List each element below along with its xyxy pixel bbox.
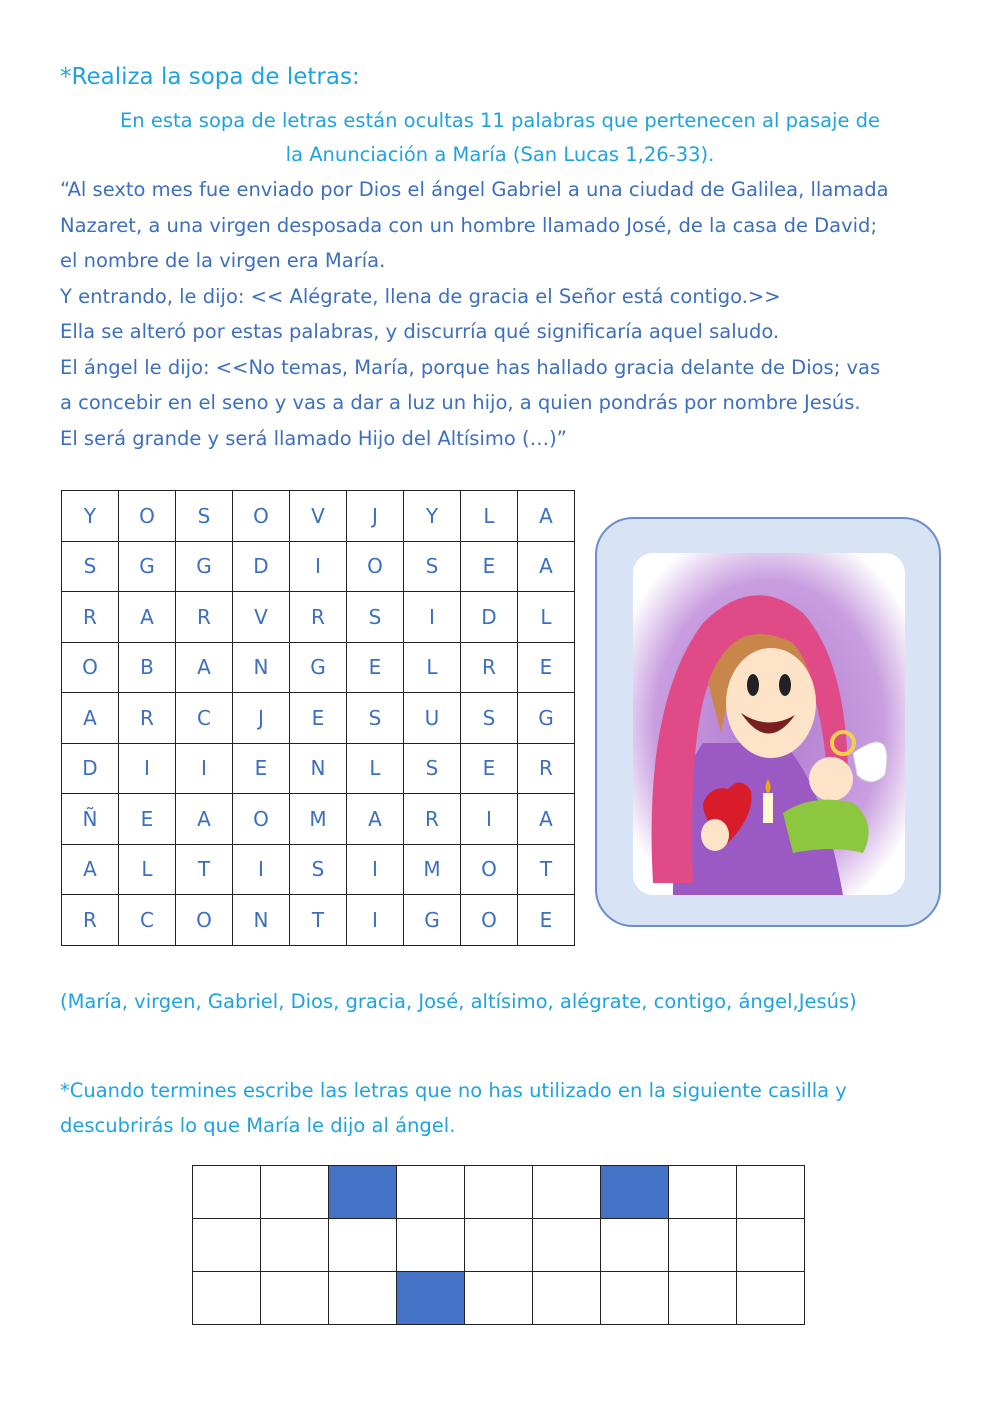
gospel-passage bbox=[60, 172, 960, 456]
answer-letter-cell[interactable] bbox=[329, 1272, 397, 1325]
word-search-cell[interactable]: S bbox=[347, 592, 404, 643]
word-search-cell[interactable]: V bbox=[233, 592, 290, 643]
word-search-cell[interactable]: E bbox=[518, 642, 575, 693]
passage-line: Nazaret, a una virgen desposada con un hombre llamado José, de la casa de David; bbox=[60, 213, 878, 237]
answer-letter-cell[interactable] bbox=[329, 1219, 397, 1272]
intro-line: En esta sopa de letras están ocultas 11 palabras que pertenecen al pasaje de bbox=[119, 109, 881, 132]
word-search-cell[interactable]: S bbox=[62, 541, 119, 592]
word-search-cell[interactable]: L bbox=[461, 491, 518, 542]
word-search-cell[interactable]: V bbox=[290, 491, 347, 542]
answer-letter-cell[interactable] bbox=[465, 1272, 533, 1325]
answer-letter-cell[interactable] bbox=[261, 1166, 329, 1219]
word-search-cell[interactable]: Y bbox=[404, 491, 461, 542]
word-search-cell[interactable]: I bbox=[347, 895, 404, 946]
word-search-cell[interactable]: O bbox=[461, 844, 518, 895]
word-search-cell[interactable]: O bbox=[176, 895, 233, 946]
instruction-text: *Cuando termines escribe las letras que no has utilizado en la siguiente casilla y descubrirás lo que María le dijo al ángel. bbox=[60, 1079, 847, 1137]
word-search-cell[interactable]: L bbox=[119, 844, 176, 895]
answer-letter-cell[interactable] bbox=[261, 1219, 329, 1272]
word-search-cell[interactable]: I bbox=[176, 743, 233, 794]
word-search-cell[interactable]: L bbox=[518, 592, 575, 643]
answer-letter-cell[interactable] bbox=[465, 1166, 533, 1219]
word-search-cell[interactable]: A bbox=[176, 794, 233, 845]
word-search-cell[interactable]: S bbox=[347, 693, 404, 744]
word-search-cell[interactable]: S bbox=[176, 491, 233, 542]
word-search-cell[interactable]: S bbox=[290, 844, 347, 895]
word-search-cell[interactable]: O bbox=[233, 491, 290, 542]
word-search-cell[interactable]: E bbox=[461, 743, 518, 794]
answer-letter-cell[interactable] bbox=[533, 1166, 601, 1219]
word-search-row bbox=[62, 592, 575, 643]
answer-letter-cell[interactable] bbox=[737, 1272, 805, 1325]
word-search-cell[interactable]: R bbox=[404, 794, 461, 845]
word-search-row bbox=[62, 491, 575, 542]
word-search-cell[interactable]: E bbox=[233, 743, 290, 794]
answer-letter-cell[interactable] bbox=[397, 1166, 465, 1219]
passage-line: “Al sexto mes fue enviado por Dios el ángel Gabriel a una ciudad de Galilea, llamada bbox=[60, 178, 889, 201]
word-search-cell[interactable]: S bbox=[404, 743, 461, 794]
answer-letter-cell[interactable] bbox=[737, 1219, 805, 1272]
word-search-cell[interactable]: T bbox=[290, 895, 347, 946]
word-search-cell[interactable]: E bbox=[461, 541, 518, 592]
answer-letter-cell[interactable] bbox=[669, 1219, 737, 1272]
word-search-cell[interactable]: D bbox=[233, 541, 290, 592]
word-search-cell[interactable]: R bbox=[119, 693, 176, 744]
answer-row bbox=[193, 1272, 805, 1325]
answer-space-cell bbox=[329, 1166, 397, 1219]
word-search-cell[interactable]: G bbox=[176, 541, 233, 592]
answer-letter-cell[interactable] bbox=[669, 1272, 737, 1325]
word-search-cell[interactable]: D bbox=[62, 743, 119, 794]
word-search-cell[interactable]: A bbox=[518, 794, 575, 845]
word-search-cell[interactable]: N bbox=[233, 642, 290, 693]
word-search-cell[interactable]: B bbox=[119, 642, 176, 693]
answer-letter-cell[interactable] bbox=[601, 1272, 669, 1325]
hidden-words-list: (María, virgen, Gabriel, Dios, gracia, José, altísimo, alégrate, contigo, ángel,Jesús) bbox=[60, 990, 857, 1013]
passage-line: el nombre de la virgen era María. bbox=[60, 249, 386, 272]
word-search-cell[interactable]: G bbox=[518, 693, 575, 744]
answer-letter-cell[interactable] bbox=[193, 1166, 261, 1219]
word-search-cell[interactable]: A bbox=[518, 491, 575, 542]
word-search-cell[interactable]: M bbox=[404, 844, 461, 895]
word-search-cell[interactable]: O bbox=[347, 541, 404, 592]
answer-space-cell bbox=[397, 1272, 465, 1325]
intro-text bbox=[60, 104, 940, 172]
passage-line: Ella se alteró por estas palabras, y discurría qué significaría aquel saludo. bbox=[60, 320, 780, 343]
word-search-cell[interactable]: N bbox=[233, 895, 290, 946]
answer-letter-cell[interactable] bbox=[193, 1219, 261, 1272]
answer-row bbox=[193, 1219, 805, 1272]
word-search-cell[interactable]: E bbox=[518, 895, 575, 946]
word-search-cell[interactable]: R bbox=[461, 642, 518, 693]
word-search-row bbox=[62, 895, 575, 946]
word-search-cell[interactable]: C bbox=[176, 693, 233, 744]
word-search-cell[interactable]: G bbox=[119, 541, 176, 592]
word-search-cell[interactable]: A bbox=[62, 844, 119, 895]
passage-line: El ángel le dijo: <<No temas, María, porque has hallado gracia delante de Dios; vas bbox=[60, 355, 881, 379]
word-search-cell[interactable]: A bbox=[119, 592, 176, 643]
word-search-cell[interactable]: A bbox=[347, 794, 404, 845]
word-search-row bbox=[62, 541, 575, 592]
answer-letter-cell[interactable] bbox=[465, 1219, 533, 1272]
answer-space-cell bbox=[601, 1166, 669, 1219]
word-search-cell[interactable]: A bbox=[176, 642, 233, 693]
word-search-cell[interactable]: U bbox=[404, 693, 461, 744]
word-search-cell[interactable]: T bbox=[176, 844, 233, 895]
word-search-cell[interactable]: E bbox=[290, 693, 347, 744]
answer-letter-cell[interactable] bbox=[669, 1166, 737, 1219]
word-search-cell[interactable]: R bbox=[62, 895, 119, 946]
word-search-cell[interactable]: R bbox=[290, 592, 347, 643]
answer-letter-cell[interactable] bbox=[737, 1166, 805, 1219]
word-search-cell[interactable]: A bbox=[518, 541, 575, 592]
word-search-row bbox=[62, 693, 575, 744]
answer-letter-cell[interactable] bbox=[533, 1219, 601, 1272]
word-search-cell[interactable]: E bbox=[347, 642, 404, 693]
answer-letter-cell[interactable] bbox=[533, 1272, 601, 1325]
answer-letter-cell[interactable] bbox=[261, 1272, 329, 1325]
word-search-row bbox=[62, 844, 575, 895]
word-search-cell[interactable]: T bbox=[518, 844, 575, 895]
word-search-cell[interactable]: R bbox=[176, 592, 233, 643]
word-search-grid bbox=[61, 490, 575, 946]
virgin-mary-and-angel-illustration bbox=[633, 553, 905, 895]
illustration-frame bbox=[595, 517, 941, 927]
answer-row bbox=[193, 1166, 805, 1219]
word-search-cell[interactable]: J bbox=[233, 693, 290, 744]
word-search-cell[interactable]: Y bbox=[62, 491, 119, 542]
word-search-cell[interactable]: G bbox=[404, 895, 461, 946]
intro-line: la Anunciación a María (San Lucas 1,26-33). bbox=[285, 143, 715, 166]
page-title: *Realiza la sopa de letras: bbox=[60, 64, 360, 90]
word-search-cell[interactable]: S bbox=[404, 541, 461, 592]
answer-letter-cell[interactable] bbox=[601, 1219, 669, 1272]
passage-line: a concebir en el seno y vas a dar a luz un hijo, a quien pondrás por nombre Jesús. bbox=[60, 391, 861, 414]
word-search-cell[interactable]: I bbox=[290, 541, 347, 592]
word-search-cell[interactable]: E bbox=[119, 794, 176, 845]
word-search-cell[interactable]: C bbox=[119, 895, 176, 946]
word-search-row bbox=[62, 642, 575, 693]
word-search-row bbox=[62, 794, 575, 845]
word-search-cell[interactable]: M bbox=[290, 794, 347, 845]
word-search-row bbox=[62, 743, 575, 794]
word-search-cell[interactable]: I bbox=[404, 592, 461, 643]
answer-grid bbox=[192, 1165, 805, 1325]
word-search-cell[interactable]: N bbox=[290, 743, 347, 794]
word-search-cell[interactable]: Ñ bbox=[62, 794, 119, 845]
answer-letter-cell[interactable] bbox=[397, 1219, 465, 1272]
word-search-cell[interactable]: I bbox=[461, 794, 518, 845]
word-search-cell[interactable]: I bbox=[119, 743, 176, 794]
word-search-cell[interactable]: G bbox=[290, 642, 347, 693]
word-search-cell[interactable]: L bbox=[347, 743, 404, 794]
word-search-cell[interactable]: D bbox=[461, 592, 518, 643]
word-search-cell[interactable]: O bbox=[461, 895, 518, 946]
word-search-cell[interactable]: I bbox=[347, 844, 404, 895]
word-search-cell[interactable]: S bbox=[461, 693, 518, 744]
word-search-cell[interactable]: R bbox=[62, 592, 119, 643]
word-search-cell[interactable]: J bbox=[347, 491, 404, 542]
word-search-cell[interactable]: L bbox=[404, 642, 461, 693]
answer-letter-cell[interactable] bbox=[193, 1272, 261, 1325]
word-search-cell[interactable]: O bbox=[233, 794, 290, 845]
passage-line: Y entrando, le dijo: << Alégrate, llena de gracia el Señor está contigo.>> bbox=[60, 284, 781, 308]
word-search-cell[interactable]: O bbox=[119, 491, 176, 542]
word-search-cell[interactable]: R bbox=[518, 743, 575, 794]
word-search-cell[interactable]: O bbox=[62, 642, 119, 693]
passage-line: El será grande y será llamado Hijo del Altísimo (…)” bbox=[60, 426, 567, 450]
word-search-cell[interactable]: A bbox=[62, 693, 119, 744]
word-search-cell[interactable]: I bbox=[233, 844, 290, 895]
